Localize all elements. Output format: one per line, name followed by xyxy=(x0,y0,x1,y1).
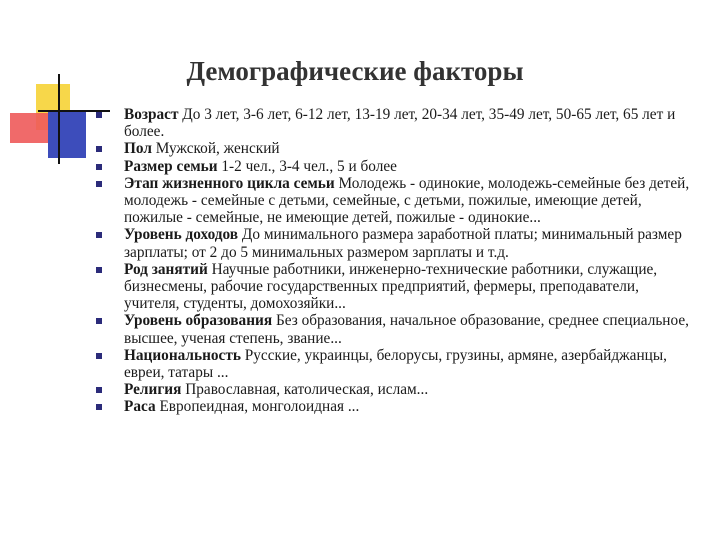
factor-term: Религия xyxy=(124,381,182,399)
factor-term: Национальность xyxy=(124,346,241,364)
factor-values: До минимального размера заработной платы; минимальный размер зарплаты; от 2 до 5 минимальных размером зарплаты и т.д. xyxy=(124,226,682,261)
factor-values: Научные работники, инженерно-технические работники, служащие, бизнесмены, рабочие государственных предприятий, фермеры, преподаватели, учителя, студенты, домохозяйки... xyxy=(124,260,658,313)
factor-values: 1-2 чел., 3-4 чел., 5 и более xyxy=(221,157,397,175)
factor-term: Этап жизненного цикла семьи xyxy=(124,174,335,192)
factor-term: Уровень доходов xyxy=(124,226,239,244)
bullet-icon xyxy=(96,232,102,238)
factor-term: Пол xyxy=(124,140,152,158)
factor-term: Размер семьи xyxy=(124,157,218,175)
bullet-icon xyxy=(96,181,102,187)
bullet-icon xyxy=(96,353,102,359)
factor-values: Европеидная, монголоидная ... xyxy=(159,398,360,416)
factor-values: Молодежь - одинокие, молодежь-семейные без детей, молодежь - семейные с детьми, семейные, с детьми, пожилые, имеющие детей, пожилые - семейные, не имеющие детей, пожилые - одинокие... xyxy=(124,174,690,227)
factor-values: Без образования, начальное образование, среднее специальное, высшее, ученая степень, звание... xyxy=(124,312,689,347)
bullet-icon xyxy=(96,267,102,273)
decor-blue-square xyxy=(48,112,86,158)
factor-values: Православная, католическая, ислам... xyxy=(185,381,429,399)
list-item xyxy=(96,175,696,227)
factor-values: До 3 лет, 3-6 лет, 6-12 лет, 13-19 лет, 20-34 лет, 35-49 лет, 50-65 лет, 65 лет и более. xyxy=(124,106,676,141)
list-item xyxy=(96,312,696,346)
bullet-icon xyxy=(96,112,102,118)
factor-values: Мужской, женский xyxy=(155,140,280,158)
bullet-icon xyxy=(96,146,102,152)
list-item xyxy=(96,347,696,381)
list-item xyxy=(96,381,696,398)
factor-term: Уровень образования xyxy=(124,312,273,330)
list-item xyxy=(96,261,696,313)
factor-term: Раса xyxy=(124,398,156,416)
bullet-icon xyxy=(96,164,102,170)
factor-term: Возраст xyxy=(124,106,179,123)
factor-values: Русские, украинцы, белорусы, грузины, армяне, азербайджанцы, евреи, татары ... xyxy=(124,346,667,382)
list-item xyxy=(96,106,696,140)
list-item xyxy=(96,140,696,157)
decor-vertical-line xyxy=(58,74,60,164)
bullet-icon xyxy=(96,318,102,324)
factor-list xyxy=(96,106,696,416)
bullet-icon xyxy=(96,387,102,393)
slide-title: Демографические факторы xyxy=(186,56,524,86)
list-item xyxy=(96,398,696,415)
list-item xyxy=(96,226,696,260)
list-item xyxy=(96,158,696,175)
factor-term: Род занятий xyxy=(124,260,208,278)
bullet-icon xyxy=(96,404,102,410)
